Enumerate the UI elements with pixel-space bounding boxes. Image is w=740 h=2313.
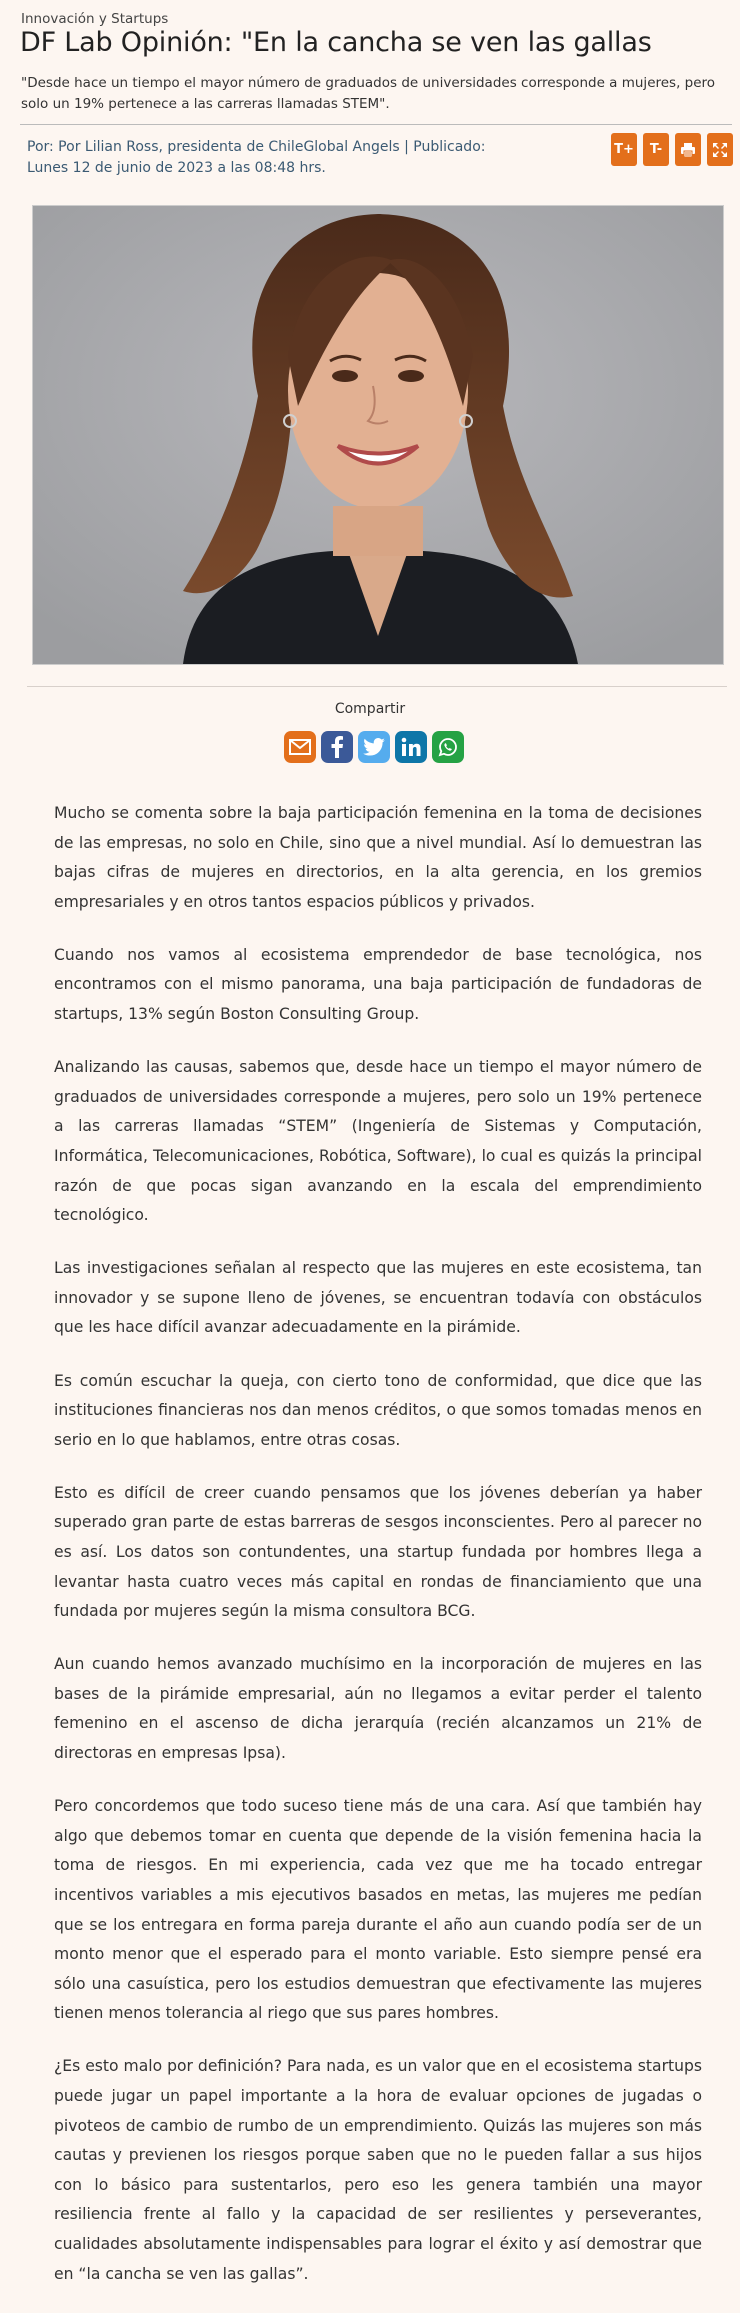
facebook-share-button[interactable] (321, 731, 353, 763)
linkedin-icon (401, 737, 421, 757)
whatsapp-icon (437, 736, 459, 758)
whatsapp-share-button[interactable] (432, 731, 464, 763)
article-photo (32, 205, 724, 665)
share-label: Compartir (334, 701, 406, 717)
print-button[interactable] (675, 133, 701, 166)
printer-icon (680, 142, 696, 158)
facebook-icon (329, 736, 345, 758)
twitter-share-button[interactable] (358, 731, 390, 763)
byline-author: Por: Por Lilian Ross, presidenta de ChileGlobal Angels | Publicado: (27, 139, 486, 155)
font-larger-button[interactable]: T+ (611, 133, 637, 166)
article-paragraph: Esto es difícil de creer cuando pensamos que los jóvenes deberían ya haber superado gran parte de estas barreras de sesgos inconscientes. Pero al parecer no es así. Los datos son contundentes, una startup fundada por hombres llega a levantar hasta cuatro veces más capital en rondas de financiamiento que una fundada por mujeres según la misma consultora BCG. (54, 1483, 702, 1621)
expand-button[interactable] (707, 133, 733, 166)
article-paragraph: ¿Es esto malo por definición? Para nada, es un valor que en el ecosistema startups puede jugar un papel importante a la hora de evaluar opciones de jugadas o pivoteos de cambio de rumbo de un emprendimiento. Quizás las mujeres son más cautas y previenen los riesgos porque saben que no le pueden fallar a sus hijos con lo básico para sustentarlos, pero eso les genera también una mayor resiliencia frente al fallo y la capacidad de ser resilientes y perseverantes, cualidades absolutamente indispensables para lograr el éxito y así demostrar que en “la cancha se ven las gallas”. (54, 2057, 703, 2283)
article-paragraph: Mucho se comenta sobre la baja participación femenina en la toma de decisiones de las empresas, no solo en Chile, sino que a nivel mundial. Así lo demuestran las bajas cifras de mujeres en directorios, en la alta gerencia, en los gremios empresariales y en otros tantos espacios públicos y privados. (54, 804, 702, 911)
article-paragraph: Analizando las causas, sabemos que, desde hace un tiempo el mayor número de graduados de universidades corresponde a mujeres, pero solo un 19% pertenece a las carreras llamadas “STEM” (Ingeniería de Sistemas y Computación, Informática, Telecomunicaciones, Robótica, Software), lo cual es quizás la principal razón de que pocas sigan avanzando en la escala del emprendimiento tecnológico. (54, 1058, 702, 1225)
font-smaller-button[interactable]: T- (643, 133, 669, 166)
article-paragraph: Es común escuchar la queja, con cierto tono de conformidad, que dice que las instituciones financieras nos dan menos créditos, o que somos tomadas menos en serio en lo que hablamos, entre otras cosas. (54, 1371, 702, 1449)
article-lede: "Desde hace un tiempo el mayor número de graduados de universidades corresponde a mujeres, pero solo un 19% pertenece a las carreras llamadas STEM". (21, 75, 716, 112)
article-paragraph: Cuando nos vamos al ecosistema emprendedor de base tecnológica, nos encontramos con el mismo panorama, una baja participación de fundadoras de startups, 13% según Boston Consulting Group. (54, 945, 702, 1024)
divider (20, 124, 732, 125)
share-bar (284, 731, 464, 763)
article-paragraph: Aun cuando hemos avanzado muchísimo en la incorporación de mujeres en las bases de la pirámide empresarial, aún no llegamos a evitar perder el talento femenino en el ascenso de dicha jerarquía (recién alcanzamos un 21% de directoras en empresas Ipsa). (54, 1655, 702, 1763)
email-icon (289, 739, 311, 755)
twitter-icon (363, 738, 385, 756)
linkedin-share-button[interactable] (395, 731, 427, 763)
page-title: DF Lab Opinión: "En la cancha se ven las gallas (20, 27, 652, 58)
divider (27, 686, 727, 687)
byline-date: Lunes 12 de junio de 2023 a las 08:48 hrs. (27, 160, 326, 176)
byline (27, 137, 487, 179)
section-label[interactable]: Innovación y Startups (21, 11, 169, 27)
article-paragraph: Las investigaciones señalan al respecto que las mujeres en este ecosistema, tan innovador y se supone lleno de jóvenes, se encuentran todavía con obstáculos que les hace difícil avanzar adecuadamente en la pirámide. (54, 1259, 702, 1337)
expand-icon (712, 142, 728, 158)
article-body (54, 799, 702, 2313)
article-paragraph: Pero concordemos que todo suceso tiene más de una cara. Así que también hay algo que debemos tomar en cuenta que depende de la visión femenina hacia la toma de riesgos. En mi experiencia, cada vez que me ha tocado entregar incentivos variables a mis ejecutivos basados en metas, las mujeres me pedían que se los entregara en forma pareja durante el año aun cuando podía ser de un monto menor que el esperado para el monto variable. Esto siempre pensé era sólo una casuística, pero los estudios demuestran que efectivamente las mujeres tienen menos tolerancia al riego que sus pares hombres. (54, 1797, 702, 2023)
email-share-button[interactable] (284, 731, 316, 763)
article-tools (611, 133, 733, 166)
portrait-illustration (33, 206, 723, 664)
